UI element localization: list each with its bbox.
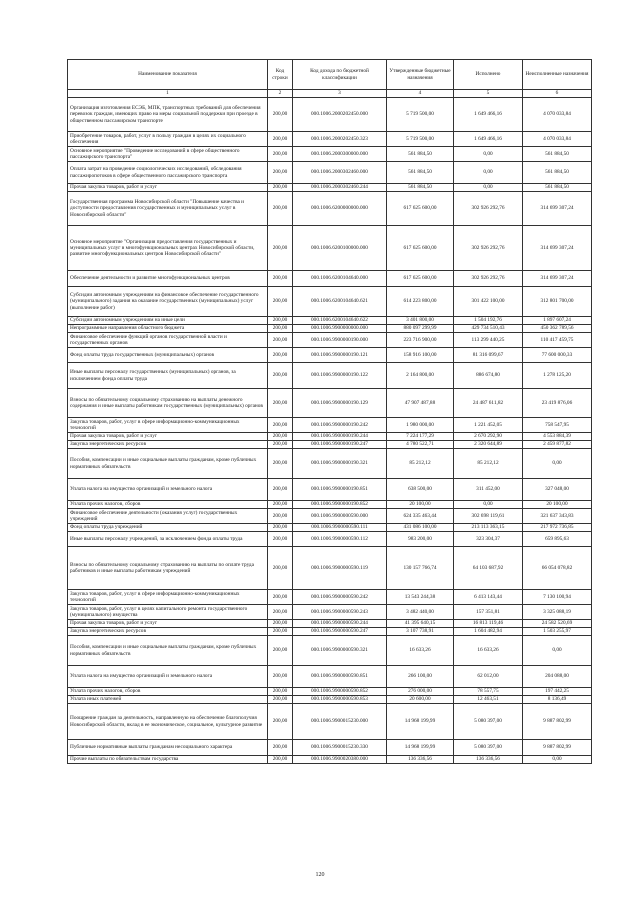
row-unexecuted: 314 699 307,24 <box>523 226 592 271</box>
row-line-code: 200,00 <box>268 532 293 547</box>
row-approved: 3 107 738,91 <box>387 628 454 636</box>
row-line-code: 200,00 <box>268 363 293 389</box>
row-income-code: 000.1006.6200104640.000 <box>293 271 387 287</box>
row-income-code: 000.1006.9900015230.330 <box>293 740 387 756</box>
row-approved: 85 212,12 <box>387 449 454 479</box>
row-unexecuted: 561 884,50 <box>523 162 592 184</box>
row-unexecuted: 23 419 876,06 <box>523 389 592 418</box>
table-row <box>68 524 592 532</box>
row-executed: 5 080 397,00 <box>454 740 523 756</box>
row-unexecuted: 1 278 125,20 <box>523 363 592 389</box>
row-unexecuted: 24 582 520,69 <box>523 620 592 628</box>
row-income-code: 000.1006.6200100000.000 <box>293 226 387 271</box>
table-row <box>68 636 592 666</box>
row-executed: 0,00 <box>454 501 523 509</box>
row-name: Пособия, компенсации и иные социальные выплаты гражданам, кроме публичных нормативных обязательств <box>68 449 268 479</box>
row-line-code: 200,00 <box>268 147 293 162</box>
row-name: Обеспечение деятельности и развитие многофункциональных центров <box>68 271 268 287</box>
row-approved: 638 500,00 <box>387 479 454 501</box>
row-approved: 5 719 500,00 <box>387 98 454 132</box>
column-number: 3 <box>293 90 387 98</box>
row-unexecuted: 217 972 736,85 <box>523 524 592 532</box>
row-approved: 223 716 900,00 <box>387 333 454 348</box>
row-executed: 78 557,75 <box>454 688 523 696</box>
row-name: Непрограммные направления областного бюджета <box>68 325 268 333</box>
row-line-code: 200,00 <box>268 226 293 271</box>
table-row <box>68 666 592 688</box>
row-unexecuted: 0,00 <box>523 636 592 666</box>
row-income-code: 000.1006.9900000000.000 <box>293 325 387 333</box>
table-row <box>68 501 592 509</box>
table-row <box>68 162 592 184</box>
row-unexecuted: 197 442,25 <box>523 688 592 696</box>
row-income-code: 000.1006.9900000590.244 <box>293 620 387 628</box>
row-unexecuted: 3 325 088,19 <box>523 605 592 620</box>
row-income-code: 000.1006.9900000190.244 <box>293 433 387 441</box>
row-name: Оплата затрат на проведение социологических исследований, обследования пассажиропотоков в сфере общественного пассажирского транспорта <box>68 162 268 184</box>
table-row <box>68 389 592 418</box>
row-approved: 561 884,50 <box>387 147 454 162</box>
row-executed: 2 670 292,90 <box>454 433 523 441</box>
row-unexecuted: 204 088,00 <box>523 666 592 688</box>
row-income-code: 000.1006.6200104640.621 <box>293 287 387 317</box>
row-approved: 624 335 463,44 <box>387 509 454 524</box>
table-row <box>68 98 592 132</box>
row-executed: 0,00 <box>454 147 523 162</box>
row-approved: 617 625 600,00 <box>387 192 454 226</box>
row-name: Закупка энергетических ресурсов <box>68 628 268 636</box>
table-row <box>68 363 592 389</box>
row-income-code: 000.1006.2000202450.000 <box>293 98 387 132</box>
row-income-code: 000.1006.6200104640.622 <box>293 317 387 325</box>
row-approved: 14 968 199,99 <box>387 740 454 756</box>
row-line-code: 200,00 <box>268 688 293 696</box>
row-executed: 5 080 397,00 <box>454 704 523 740</box>
row-name: Закупка энергетических ресурсов <box>68 441 268 449</box>
row-name: Прочие выплаты по обязательствам государства <box>68 756 268 764</box>
header-approved: Утвержденные бюджетные назначения <box>387 60 454 90</box>
table-row <box>68 184 592 192</box>
row-unexecuted: 659 895,63 <box>523 532 592 547</box>
row-name: Основное мероприятие "Проведение исследований в сфере общественного пассажирского транспорта" <box>68 147 268 162</box>
row-executed: 1 649 466,16 <box>454 132 523 147</box>
row-name: Основное мероприятие "Организация предоставления государственных и муниципальных услуг в многофункциональных центрах Новосибирской области, развитие многофункциональных центров Новосибирской области" <box>68 226 268 271</box>
row-income-code: 000.1006.9900000590.112 <box>293 532 387 547</box>
row-line-code: 200,00 <box>268 636 293 666</box>
table-row <box>68 287 592 317</box>
row-unexecuted: 20 100,00 <box>523 501 592 509</box>
row-name: Уплата прочих налогов, сборов <box>68 501 268 509</box>
row-executed: 302 698 119,61 <box>454 509 523 524</box>
row-unexecuted: 450 362 789,56 <box>523 325 592 333</box>
row-line-code: 200,00 <box>268 441 293 449</box>
row-income-code: 000.1006.6200000000.000 <box>293 192 387 226</box>
row-line-code: 200,00 <box>268 184 293 192</box>
column-number: 6 <box>523 90 592 98</box>
table-row <box>68 756 592 764</box>
row-executed: 136 336,56 <box>454 756 523 764</box>
table-row <box>68 449 592 479</box>
row-income-code: 000.1006.9900000190.321 <box>293 449 387 479</box>
row-unexecuted: 321 637 343,83 <box>523 509 592 524</box>
row-approved: 130 157 766,74 <box>387 547 454 590</box>
row-name: Приобретение товаров, работ, услуг в пользу граждан в целях их социального обеспечения <box>68 132 268 147</box>
row-line-code: 200,00 <box>268 666 293 688</box>
header-executed: Исполнено <box>454 60 523 90</box>
row-approved: 3 401 800,00 <box>387 317 454 325</box>
row-executed: 64 103 687,92 <box>454 547 523 590</box>
row-name: Уплата налога на имущество организаций и земельного налога <box>68 479 268 501</box>
row-income-code: 000.1006.9900000590.243 <box>293 605 387 620</box>
row-unexecuted: 9 887 802,99 <box>523 740 592 756</box>
row-approved: 20 100,00 <box>387 501 454 509</box>
row-name: Уплата налога на имущество организаций и земельного налога <box>68 666 268 688</box>
row-income-code: 000.1006.2000202450.323 <box>293 132 387 147</box>
row-income-code: 000.1006.9900015230.000 <box>293 704 387 740</box>
row-executed: 6 413 143,44 <box>454 590 523 605</box>
row-executed: 302 926 292,76 <box>454 271 523 287</box>
row-unexecuted: 2 459 877,82 <box>523 441 592 449</box>
row-executed: 2 320 644,89 <box>454 441 523 449</box>
row-unexecuted: 77 600 000,33 <box>523 348 592 363</box>
row-income-code: 000.1006.9900000190.121 <box>293 348 387 363</box>
row-executed: 157 351,81 <box>454 605 523 620</box>
row-income-code: 000.1006.9900000590.111 <box>293 524 387 532</box>
row-executed: 213 113 363,15 <box>454 524 523 532</box>
row-approved: 617 625 600,00 <box>387 226 454 271</box>
row-approved: 158 916 100,00 <box>387 348 454 363</box>
row-name: Государственная программа Новосибирской области "Повышение качества и доступности предоставления государственных и муниципальных услуг в Новосибирской области" <box>68 192 268 226</box>
table-row <box>68 317 592 325</box>
table-row <box>68 605 592 620</box>
row-line-code: 200,00 <box>268 605 293 620</box>
header-unexecuted: Неисполненные назначения <box>523 60 592 90</box>
column-number: 5 <box>454 90 523 98</box>
table-row <box>68 532 592 547</box>
row-unexecuted: 66 054 078,82 <box>523 547 592 590</box>
table-row <box>68 441 592 449</box>
row-income-code: 000.1006.9900000590.242 <box>293 590 387 605</box>
row-unexecuted: 1 503 255,97 <box>523 628 592 636</box>
row-unexecuted: 314 699 307,24 <box>523 192 592 226</box>
row-unexecuted: 327 048,00 <box>523 479 592 501</box>
row-line-code: 200,00 <box>268 704 293 740</box>
row-executed: 62 012,00 <box>454 666 523 688</box>
row-line-code: 200,00 <box>268 433 293 441</box>
row-line-code: 200,00 <box>268 418 293 433</box>
row-line-code: 200,00 <box>268 317 293 325</box>
row-line-code: 200,00 <box>268 132 293 147</box>
row-unexecuted: 561 884,50 <box>523 184 592 192</box>
table-row <box>68 147 592 162</box>
table-row <box>68 433 592 441</box>
row-name: Прочая закупка товаров, работ и услуг <box>68 184 268 192</box>
row-income-code: 000.1006.2000302460.244 <box>293 184 387 192</box>
column-number-row <box>68 90 592 98</box>
row-name: Финансовое обеспечение деятельности (оказания услуг) государственных учреждений <box>68 509 268 524</box>
row-executed: 886 674,80 <box>454 363 523 389</box>
row-line-code: 200,00 <box>268 628 293 636</box>
row-name: Иные выплаты персоналу государственных (муниципальных) органов, за исключением фонда оплаты труда <box>68 363 268 389</box>
header-name: Наименование показателя <box>68 60 268 90</box>
row-income-code: 000.1006.9900000590.321 <box>293 636 387 666</box>
table-row <box>68 132 592 147</box>
row-approved: 7 224 177,29 <box>387 433 454 441</box>
row-name: Фонд оплаты труда учреждений <box>68 524 268 532</box>
row-income-code: 000.1006.9900000190.242 <box>293 418 387 433</box>
row-approved: 561 884,50 <box>387 162 454 184</box>
row-executed: 302 926 292,76 <box>454 192 523 226</box>
header-income-code: Код дохода по бюджетной классификации <box>293 60 387 90</box>
row-name: Пособия, компенсации и иные социальные выплаты гражданам, кроме публичных нормативных обязательств <box>68 636 268 666</box>
row-unexecuted: 4 070 033,84 <box>523 98 592 132</box>
table-row <box>68 628 592 636</box>
row-line-code: 200,00 <box>268 696 293 704</box>
row-approved: 4 780 522,71 <box>387 441 454 449</box>
row-executed: 1 221 452,05 <box>454 418 523 433</box>
row-name: Субсидии автономным учреждениям на финансовое обеспечение государственного (муниципального) задания на оказание государственных (муниципальных) услуг (выполнение работ) <box>68 287 268 317</box>
header-line-code: Код строки <box>268 60 293 90</box>
table-row <box>68 590 592 605</box>
table-row <box>68 333 592 348</box>
row-name: Финансовое обеспечение функций органов государственной власти и государственных органов <box>68 333 268 348</box>
row-executed: 85 212,12 <box>454 449 523 479</box>
row-line-code: 200,00 <box>268 271 293 287</box>
row-line-code: 200,00 <box>268 501 293 509</box>
row-line-code: 200,00 <box>268 756 293 764</box>
row-line-code: 200,00 <box>268 333 293 348</box>
row-approved: 41 395 640,15 <box>387 620 454 628</box>
row-income-code: 000.1006.2000300000.000 <box>293 147 387 162</box>
row-name: Закупка товаров, работ, услуг в сфере информационно-коммуникационных технологий <box>68 590 268 605</box>
row-unexecuted: 561 884,50 <box>523 147 592 162</box>
table-row <box>68 325 592 333</box>
row-approved: 136 336,56 <box>387 756 454 764</box>
row-unexecuted: 758 547,95 <box>523 418 592 433</box>
row-approved: 14 968 199,99 <box>387 704 454 740</box>
row-executed: 301 422 100,00 <box>454 287 523 317</box>
row-unexecuted: 7 130 100,94 <box>523 590 592 605</box>
row-executed: 16 633,26 <box>454 636 523 666</box>
row-income-code: 000.1006.9900000590.000 <box>293 509 387 524</box>
row-executed: 81 316 099,67 <box>454 348 523 363</box>
row-name: Закупка товаров, работ, услуг в целях капитального ремонта государственного (муниципального) имущества <box>68 605 268 620</box>
row-line-code: 200,00 <box>268 620 293 628</box>
row-executed: 302 926 292,76 <box>454 226 523 271</box>
row-unexecuted: 312 801 700,00 <box>523 287 592 317</box>
row-approved: 3 482 440,00 <box>387 605 454 620</box>
row-income-code: 000.1006.9900020380.000 <box>293 756 387 764</box>
row-approved: 561 884,50 <box>387 184 454 192</box>
row-income-code: 000.1006.9900000590.853 <box>293 696 387 704</box>
row-unexecuted: 4 553 884,39 <box>523 433 592 441</box>
row-income-code: 000.1006.9900000590.851 <box>293 666 387 688</box>
row-income-code: 000.1006.9900000190.852 <box>293 501 387 509</box>
table-row <box>68 192 592 226</box>
row-line-code: 200,00 <box>268 590 293 605</box>
row-executed: 16 813 119,46 <box>454 620 523 628</box>
row-approved: 880 097 299,99 <box>387 325 454 333</box>
row-unexecuted: 110 417 459,75 <box>523 333 592 348</box>
row-name: Взносы по обязательному социальному страхованию на выплаты денежного содержания и иные выплаты работникам государственных (муниципальных) органов <box>68 389 268 418</box>
row-executed: 1 604 482,94 <box>454 628 523 636</box>
row-line-code: 200,00 <box>268 509 293 524</box>
row-executed: 0,00 <box>454 162 523 184</box>
table-row <box>68 418 592 433</box>
table-row <box>68 704 592 740</box>
row-income-code: 000.1006.9900000190.122 <box>293 363 387 389</box>
row-executed: 323 304,37 <box>454 532 523 547</box>
row-line-code: 200,00 <box>268 348 293 363</box>
row-approved: 13 543 244,38 <box>387 590 454 605</box>
row-line-code: 200,00 <box>268 287 293 317</box>
row-executed: 311 452,00 <box>454 479 523 501</box>
row-income-code: 000.1006.9900000590.852 <box>293 688 387 696</box>
row-line-code: 200,00 <box>268 740 293 756</box>
table-row <box>68 688 592 696</box>
table-row <box>68 226 592 271</box>
row-approved: 20 600,00 <box>387 696 454 704</box>
row-line-code: 200,00 <box>268 449 293 479</box>
row-approved: 617 625 600,00 <box>387 271 454 287</box>
row-executed: 113 299 440,25 <box>454 333 523 348</box>
row-executed: 12 463,51 <box>454 696 523 704</box>
row-executed: 24 487 611,82 <box>454 389 523 418</box>
row-approved: 431 086 100,00 <box>387 524 454 532</box>
row-name: Прочая закупка товаров, работ и услуг <box>68 620 268 628</box>
column-number: 1 <box>68 90 268 98</box>
row-name: Организация изготовления ЕСЭБ, МПК, транспортных требований для обеспечения перевозок граждан, имеющих право на меры социальной поддержки при проезде в общественном пассажирском транспорте <box>68 98 268 132</box>
row-executed: 1 649 466,16 <box>454 98 523 132</box>
row-unexecuted: 4 070 033,84 <box>523 132 592 147</box>
row-name: Уплата иных платежей <box>68 696 268 704</box>
row-income-code: 000.1006.9900000190.000 <box>293 333 387 348</box>
row-name: Прочая закупка товаров, работ и услуг <box>68 433 268 441</box>
row-income-code: 000.1006.9900000590.119 <box>293 547 387 590</box>
table-header-row <box>68 60 592 90</box>
table-row <box>68 509 592 524</box>
row-income-code: 000.1006.9900000190.129 <box>293 389 387 418</box>
row-name: Взносы по обязательному социальному страхованию на выплаты по оплате труда работников и иные выплаты работникам учреждений <box>68 547 268 590</box>
row-line-code: 200,00 <box>268 162 293 184</box>
row-income-code: 000.1006.2000302460.000 <box>293 162 387 184</box>
column-number: 2 <box>268 90 293 98</box>
row-name: Уплата прочих налогов, сборов <box>68 688 268 696</box>
table-row <box>68 740 592 756</box>
row-line-code: 200,00 <box>268 547 293 590</box>
row-approved: 2 164 800,00 <box>387 363 454 389</box>
row-income-code: 000.1006.9900000190.247 <box>293 441 387 449</box>
table-row <box>68 271 592 287</box>
row-line-code: 200,00 <box>268 479 293 501</box>
row-approved: 5 719 500,00 <box>387 132 454 147</box>
row-line-code: 200,00 <box>268 524 293 532</box>
row-name: Фонд оплаты труда государственных (муниципальных) органов <box>68 348 268 363</box>
row-name: Поощрение граждан за деятельность, направленную на обеспечение благополучия Новосибирской области, вклад в ее экономическое, социальное, культурное развитие <box>68 704 268 740</box>
row-name: Иные выплаты персоналу учреждений, за исключением фонда оплаты труда <box>68 532 268 547</box>
table-row <box>68 479 592 501</box>
row-unexecuted: 0,00 <box>523 449 592 479</box>
row-line-code: 200,00 <box>268 325 293 333</box>
row-name: Закупка товаров, работ, услуг в сфере информационно-коммуникационных технологий <box>68 418 268 433</box>
page-number: 120 <box>315 872 325 878</box>
table-body <box>68 98 592 764</box>
row-unexecuted: 1 897 607,24 <box>523 317 592 325</box>
row-approved: 983 200,00 <box>387 532 454 547</box>
row-line-code: 200,00 <box>268 389 293 418</box>
row-unexecuted: 9 887 802,99 <box>523 704 592 740</box>
table-row <box>68 348 592 363</box>
row-name: Публичные нормативные выплаты гражданам несоциального характера <box>68 740 268 756</box>
row-line-code: 200,00 <box>268 98 293 132</box>
row-unexecuted: 8 136,49 <box>523 696 592 704</box>
row-line-code: 200,00 <box>268 192 293 226</box>
table-row <box>68 696 592 704</box>
row-approved: 276 000,00 <box>387 688 454 696</box>
table-row <box>68 620 592 628</box>
row-unexecuted: 314 699 307,24 <box>523 271 592 287</box>
row-approved: 47 907 487,88 <box>387 389 454 418</box>
row-income-code: 000.1006.9900000590.247 <box>293 628 387 636</box>
row-approved: 1 980 000,00 <box>387 418 454 433</box>
budget-execution-table <box>67 59 592 764</box>
row-name: Субсидии автономным учреждениям на иные цели <box>68 317 268 325</box>
column-number: 4 <box>387 90 454 98</box>
row-executed: 0,00 <box>454 184 523 192</box>
row-approved: 614 223 800,00 <box>387 287 454 317</box>
table-row <box>68 547 592 590</box>
row-income-code: 000.1006.9900000190.851 <box>293 479 387 501</box>
row-approved: 16 633,26 <box>387 636 454 666</box>
row-executed: 429 734 510,43 <box>454 325 523 333</box>
row-executed: 1 504 192,76 <box>454 317 523 325</box>
row-approved: 266 100,00 <box>387 666 454 688</box>
row-unexecuted: 0,00 <box>523 756 592 764</box>
